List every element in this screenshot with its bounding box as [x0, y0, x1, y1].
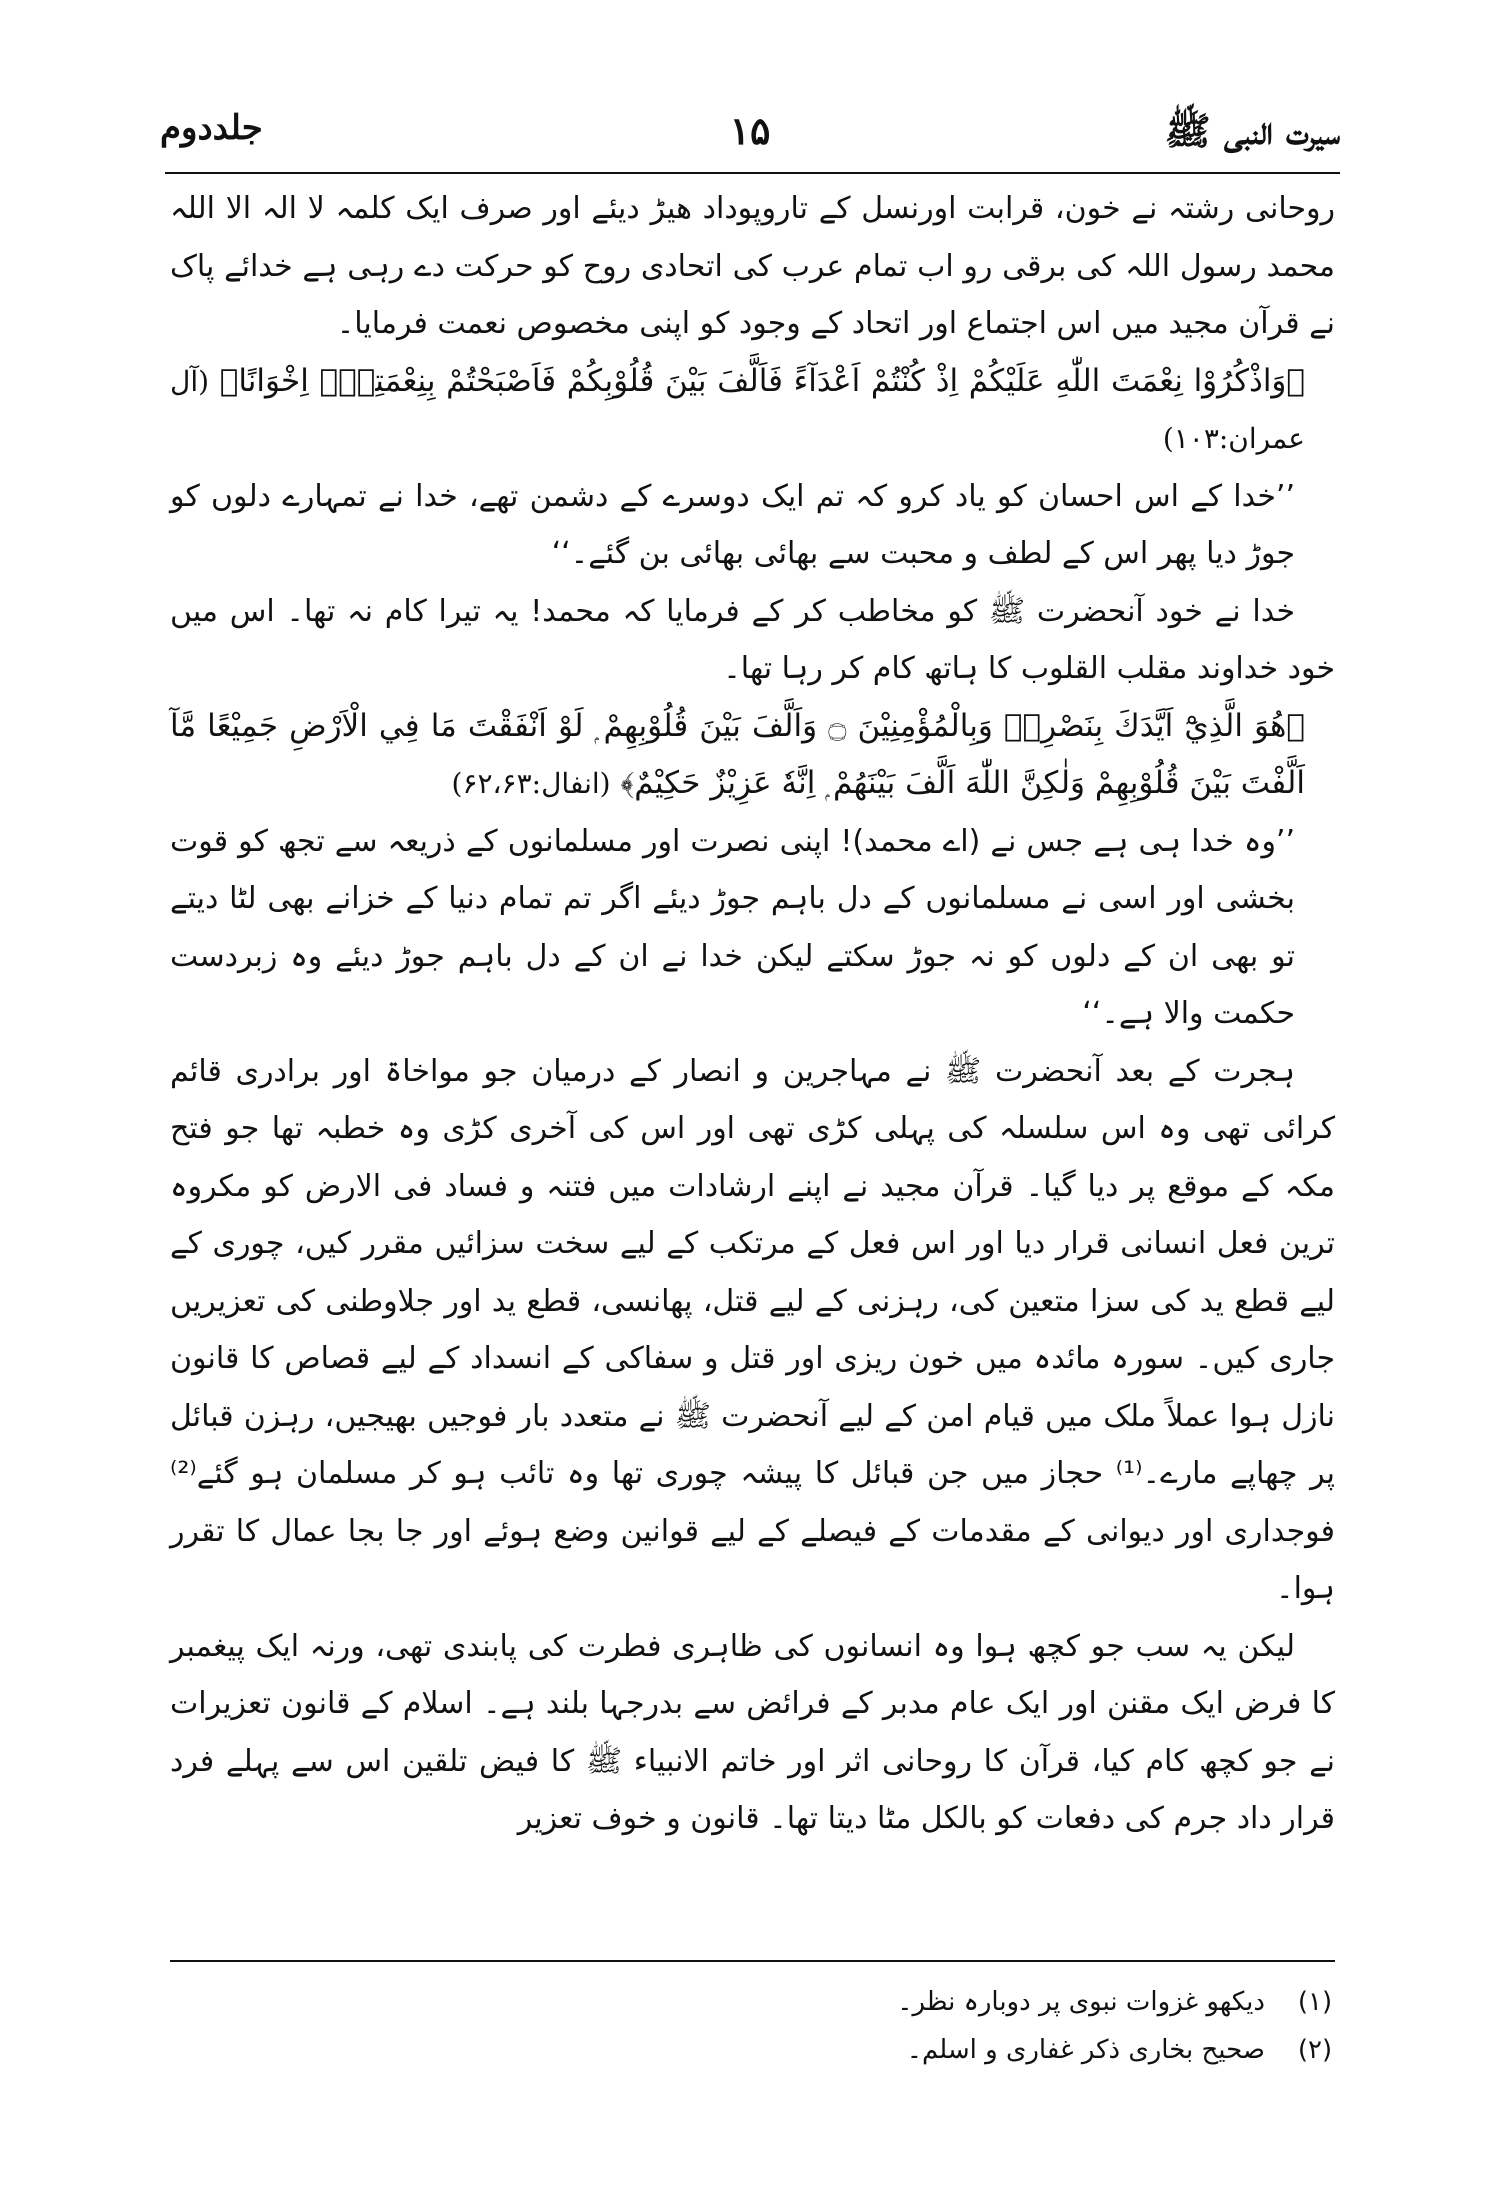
verse-reference: (آل عمران:۱۰۳) — [170, 364, 1305, 455]
verse-text: ﴿هُوَ الَّذِيْٓ اَيَّدَكَ بِنَصْرِهٖ وَبِالْمُؤْمِنِيْنَ ۝ وَاَلَّفَ بَيْنَ قُلُوْبِهِمْ ۭ لَوْ اَنْفَقْتَ مَا فِي الْاَرْضِ جَمِيْعًا مَّآ اَلَّفْتَ بَيْنَ قُلُوْبِهِمْ وَلٰكِنَّ اللّٰهَ اَلَّفَ بَيْنَهُمْ ۭ اِنَّهٗ عَزِيْزٌ حَكِيْمٌ﴾ — [170, 707, 1305, 801]
paragraph: لیکن یہ سب جو کچھ ہوا وہ انسانوں کی ظاہری فطرت کی پابندی تھی، ورنہ ایک پیغمبر کا فرض ایک مقنن اور ایک عام مدبر کے فرائض سے بدرجہا بلند ہے۔ اسلام کے قانون تعزیرات نے جو کچھ کام کیا، قرآن کا روحانی اثر اور خاتم الانبیاء ﷺ کا فیض تلقین اس سے پہلے فرد قرار داد جرم کی دفعات کو بالکل مٹا دیتا تھا۔ قانون و خوف تعزیر — [170, 1628, 1335, 1836]
footnote-rule — [170, 1960, 1335, 1962]
footnote-mark: (۱) — [1297, 1987, 1333, 2017]
verse-text: ﴿وَاذْكُرُوْا نِعْمَتَ اللّٰهِ عَلَيْكُمْ اِذْ كُنْتُمْ اَعْدَآءً فَاَلَّفَ بَيْنَ قُلُوْبِكُمْ فَاَصْبَحْتُمْ بِنِعْمَتِهٖٓ اِخْوَانًا﴾ — [219, 362, 1306, 399]
footnotes — [170, 1978, 1335, 2074]
verse-reference: (انفال:۶۲،۶۳) — [451, 767, 611, 800]
book-title: سیرت النبی ﷺ — [1164, 108, 1340, 153]
header-rule — [165, 172, 1340, 174]
paragraph: ہجرت کے بعد آنحضرت ﷺ نے مہاجرین و انصار کے درمیان جو مواخاۃ اور برادری قائم کرائی تھی وہ اس سلسلہ کی پہلی کڑی تھی اور اس کی آخری کڑی وہ خطبہ تھا جو فتح مکہ کے موقع پر دیا گیا۔ قرآن مجید نے اپنے ارشادات میں فتنہ و فساد فی الارض کو مکروہ ترین فعل انسانی قرار دیا اور اس فعل کے مرتکب کے لیے سخت سزائیں مقرر کیں، چوری کے لیے قطع ید کی سزا متعین کی، رہزنی کے لیے قتل، پھانسی، قطع ید اور جلاوطنی کی تعزیریں جاری کیں۔ سورہ مائدہ میں خون ریزی اور قتل و سفاکی کے انسداد کے لیے قصاص کا قانون نازل ہوا عملاً ملک میں قیام امن کے لیے آنحضرت ﷺ نے متعدد بار فوجیں بھیجیں، رہزن قبائل پر چھاپے مارے۔⁽¹⁾ حجاز میں جن قبائل کا پیشہ چوری تھا وہ تائب ہو کر مسلمان ہو گئے⁽²⁾ فوجداری اور دیوانی کے مقدمات کے فیصلے کے لیے قوانین وضع ہوئے اور جا بجا عمال کا تقرر ہوا۔ — [170, 1053, 1335, 1606]
footnote-mark: (۲) — [1297, 2035, 1333, 2065]
footnote-text: دیکھو غزوات نبوی پر دوبارہ نظر۔ — [897, 1987, 1265, 2017]
page-number: ۱۵ — [729, 108, 771, 153]
footnote — [170, 1978, 1335, 2026]
quran-verse — [170, 698, 1335, 813]
footnote-text: صحیح بخاری ذکر غفاری و اسلم۔ — [906, 2035, 1265, 2065]
verse-translation: ’’وہ خدا ہی ہے جس نے (اے محمد)! اپنی نصرت اور مسلمانوں کے ذریعہ سے تجھ کو قوت بخشی اور اسی نے مسلمانوں کے دل باہم جوڑ دیئے اگر تم تمام دنیا کے خزانے بھی لٹا دیتے تو بھی ان کے دلوں کو نہ جوڑ سکتے لیکن خدا نے ان کے دل باہم جوڑ دیئے وہ زبردست حکمت والا ہے۔‘‘ — [170, 823, 1295, 1031]
footnote — [170, 2026, 1335, 2074]
paragraph: خدا نے خود آنحضرت ﷺ کو مخاطب کر کے فرمایا کہ محمد! یہ تیرا کام نہ تھا۔ اس میں خود خداوند مقلب القلوب کا ہاتھ کام کر رہا تھا۔ — [170, 593, 1335, 686]
volume-label: جلددوم — [160, 108, 263, 148]
running-header — [160, 108, 1340, 168]
verse-translation: ’’خدا کے اس احسان کو یاد کرو کہ تم ایک دوسرے کے دشمن تھے، خدا نے تمہارے دلوں کو جوڑ دیا پھر اس کے لطف و محبت سے بھائی بھائی بن گئے۔‘‘ — [170, 478, 1295, 571]
main-text — [170, 180, 1335, 1848]
quran-verse — [170, 353, 1335, 468]
paragraph: روحانی رشتہ نے خون، قرابت اورنسل کے تاروپوداد ھیڑ دیئے اور صرف ایک کلمہ لا الہ الا اللہ محمد رسول اللہ کی برقی رو اب تمام عرب کی اتحادی روح کو حرکت دے رہی ہے خدائے پاک نے قرآن مجید میں اس اجتماع اور اتحاد کے وجود کو اپنی مخصوص نعمت فرمایا۔ — [170, 191, 1335, 341]
